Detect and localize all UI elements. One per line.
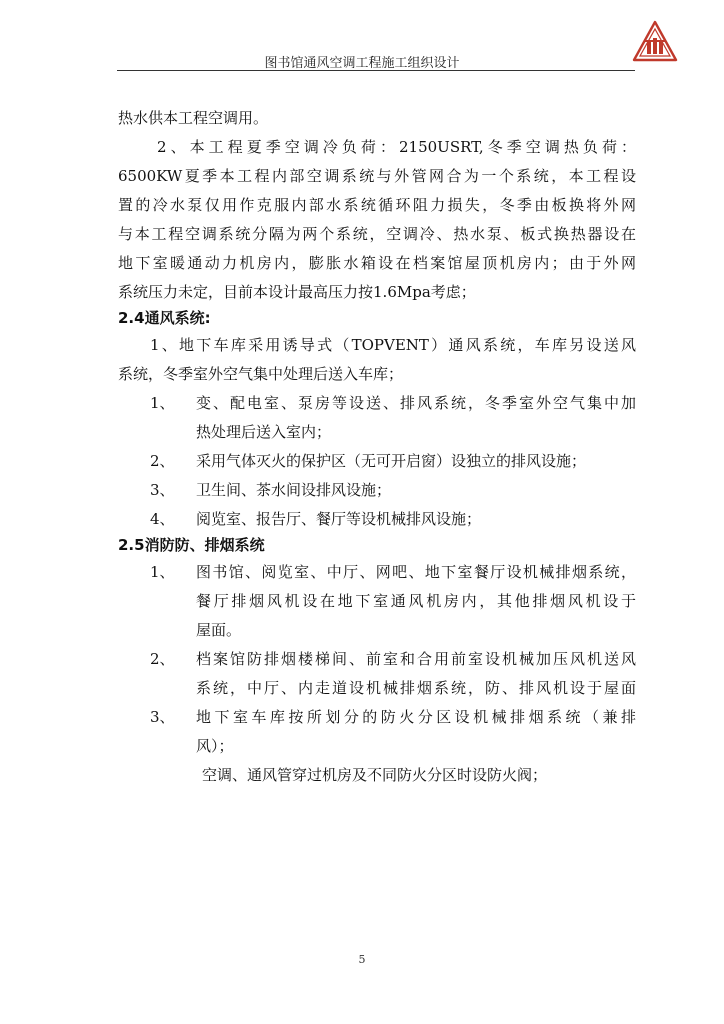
list-item-number: 1、 xyxy=(150,563,175,581)
paragraph-line: 空调、通风管穿过机房及不同防火分区时设防火阀； xyxy=(202,766,548,784)
section-heading-2-5: 2.5消防防、排烟系统 xyxy=(118,536,265,554)
page-number: 5 xyxy=(358,953,366,966)
list-item-text: 采用气体灭火的保护区（无可开启窗）设独立的排风设施； xyxy=(196,452,587,470)
list-item-number: 3、 xyxy=(150,481,175,499)
list-item-text: 风）； xyxy=(196,737,234,755)
section-heading-2-4: 2.4通风系统: xyxy=(118,309,211,327)
list-item-text: 系统，中厅、内走道设机械排烟系统，防、排风机设于屋面 xyxy=(196,679,636,697)
list-item-text: 餐厅排烟风机设在地下室通风机房内，其他排烟风机设于 xyxy=(196,592,636,610)
paragraph-line: 与本工程空调系统分隔为两个系统，空调冷、热水泵、板式换热器设在 xyxy=(118,225,636,243)
paragraph-line: 系统，冬季室外空气集中处理后送入车库； xyxy=(118,365,404,383)
paragraph-line: 1、地下车库采用诱导式（TOPVENT）通风系统，车库另设送风 xyxy=(150,336,636,354)
list-item-text: 阅览室、报告厅、餐厅等设机械排风设施； xyxy=(196,510,482,528)
list-item-number: 2、 xyxy=(150,650,175,668)
list-item-text: 屋面。 xyxy=(196,621,242,639)
list-item-text: 热处理后送入室内； xyxy=(196,423,332,441)
list-item-number: 3、 xyxy=(150,708,175,726)
list-item-number: 1、 xyxy=(150,394,175,412)
paragraph-line: 地下室暖通动力机房内，膨胀水箱设在档案馆屋顶机房内；由于外网 xyxy=(118,254,636,272)
list-item-text: 卫生间、茶水间设排风设施； xyxy=(196,481,392,499)
list-item-text: 地下室车库按所划分的防火分区设机械排烟系统（兼排 xyxy=(196,708,636,726)
paragraph-line: 热水供本工程空调用。 xyxy=(118,109,269,127)
list-item-text: 档案馆防排烟楼梯间、前室和合用前室设机械加压风机送风 xyxy=(196,650,636,668)
header-title: 图书馆通风空调工程施工组织设计 xyxy=(264,56,460,71)
paragraph-line: 系统压力未定，目前本设计最高压力按1.6Mpa考虑； xyxy=(118,283,476,301)
list-item-text: 变、配电室、泵房等设送、排风系统，冬季室外空气集中加 xyxy=(196,394,636,412)
list-item-text: 图书馆、阅览室、中厅、网吧、地下室餐厅设机械排烟系统， xyxy=(196,563,636,581)
list-item-number: 2、 xyxy=(150,452,175,470)
paragraph-line: 2、本工程夏季空调冷负荷：2150USRT,冬季空调热负荷： xyxy=(157,138,636,156)
paragraph-line: 6500KW夏季本工程内部空调系统与外管网合为一个系统，本工程设 xyxy=(118,167,636,185)
list-item-number: 4、 xyxy=(150,510,175,528)
header-divider xyxy=(117,70,635,71)
paragraph-line: 置的冷水泵仅用作克服内部水系统循环阻力损失，冬季由板换将外网 xyxy=(118,196,636,214)
